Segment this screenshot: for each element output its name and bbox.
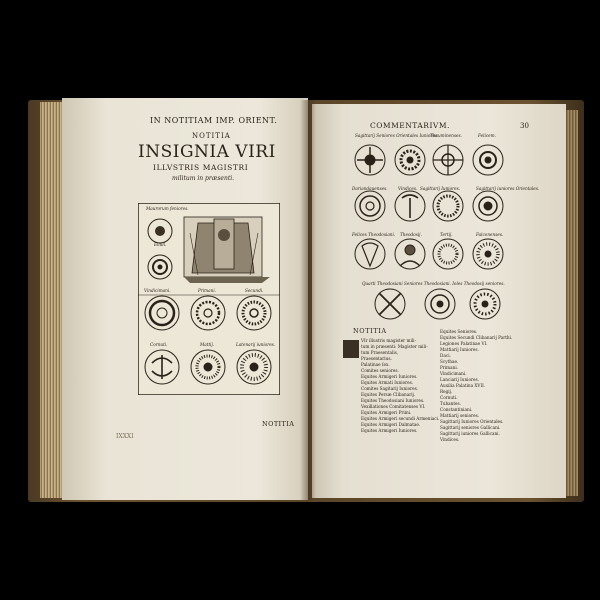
shield-label-r2-4: Sagittarij iuniores Orientales.	[476, 186, 540, 191]
left-subtitle-2: militum in præsenti.	[172, 175, 235, 182]
plate-label-row2-3: Secundi.	[245, 288, 264, 293]
text-line: Comites Sagitarij Iuniores.	[361, 386, 419, 391]
text-line: Equites Armigeri Primi.	[361, 410, 412, 415]
text-line: Vindicimani.	[440, 371, 467, 376]
left-title: INSIGNIA VIRI	[138, 142, 276, 162]
text-line: Primani.	[440, 365, 458, 370]
plate-label-row3-3: Latenarij iuniores.	[236, 342, 276, 347]
plate-label-row3-2: Mattij.	[200, 342, 215, 347]
text-line: Palatinae ſex.	[361, 362, 390, 367]
shield-label-r3-1: Felices Theodosiani.	[352, 232, 396, 237]
text-column-left	[361, 338, 439, 434]
shield-label-r1-2: Theuminenses.	[430, 133, 462, 138]
text-line: Comites seniores.	[361, 368, 399, 373]
plate-label-row3-1: Cornuti.	[150, 342, 168, 347]
shield-label-r4: Quarti Theodosiani Seniores Theodosiani. Ioles Theodosij seniores.	[362, 281, 505, 286]
text-line: Equites Armati Iuniores.	[361, 380, 414, 385]
left-running-head: IN NOTITIAM IMP. ORIENT.	[150, 116, 278, 125]
shield-label-r1-3: Felicem.	[478, 133, 496, 138]
text-line: Equites Armigeri Dalmatae.	[361, 422, 421, 427]
text-line: Vindices.	[440, 437, 460, 442]
text-line: tum in præsenti: Magister mili-	[361, 344, 428, 349]
text-column-right	[440, 329, 512, 443]
plate-label-top-left: Maurorum feniores.	[146, 206, 189, 211]
decorated-initial	[343, 340, 359, 358]
plate-label-row2-2: Primani.	[198, 288, 216, 293]
left-subtitle: ILLVSTRIS MAGISTRI	[153, 163, 249, 172]
shield-label-r1-1: Sagittarij Seniores Orientales Iuniores.	[355, 133, 439, 138]
shield-label-r2-3: Sagittarij Iuniores.	[420, 186, 461, 191]
text-line: Equites Armigeri Iuniores.	[361, 428, 418, 433]
text-line: Equites Armigeri Iuniores.	[361, 374, 418, 379]
text-line: Mattiarij seniores.	[440, 413, 480, 418]
text-line: Auxilia Palatina XVII.	[440, 383, 486, 388]
text-line: Tubantes.	[440, 401, 462, 406]
text-line: Daci.	[440, 353, 451, 358]
text-line: Sagittarij iuniores Gallicani.	[440, 431, 500, 436]
text-line: Vexillationes Comitatenses VI.	[361, 404, 426, 409]
text-line: Scythae.	[440, 359, 459, 364]
text-line: Equites Seniores.	[440, 329, 478, 334]
text-line: tum Praesentalis,	[361, 350, 399, 355]
text-line: Sagittarij Iuniores Orientales.	[440, 419, 504, 424]
left-heading: NOTITIA	[192, 132, 231, 140]
shield-label-r3-2: Theodosij.	[400, 232, 422, 237]
text-line: Sagittarij seniores Gallicani.	[440, 425, 501, 430]
text-line: Equites Secundi Clibanarij Parthi.	[440, 335, 513, 340]
gutter-shadow	[300, 100, 316, 500]
text-line: Equites Persæ Clibanarij.	[361, 392, 416, 397]
page-block-left-edge	[40, 102, 64, 498]
shield-label-r2-2: Vindices.	[398, 186, 418, 191]
text-line: Constantiniani.	[440, 407, 473, 412]
text-line: Cornuti.	[440, 395, 458, 400]
text-line: Equites Armigeri secundi Armeniaci.	[361, 416, 440, 421]
woodcut-plate	[138, 203, 280, 395]
page-block-right-edge	[564, 110, 578, 496]
right-section-heading: NOTITIA	[353, 327, 387, 335]
text-line: Lanciarij Iuniores.	[440, 377, 479, 382]
signature-mark: IXXXI	[116, 433, 134, 440]
text-line: Praesentarius.	[361, 356, 392, 361]
text-line: Regij.	[440, 389, 453, 394]
shield-label-r3-4: Falconenses.	[476, 232, 504, 237]
folio-number: 30	[520, 122, 529, 130]
plate-label-mid-left: Elluli.	[154, 242, 167, 247]
shield-emblems	[340, 132, 550, 322]
text-line: Legiones Palatinae VI.	[440, 341, 488, 346]
left-catchword: NOTITIA	[262, 420, 295, 428]
plate-label-row2-1: Vindicimani.	[144, 288, 171, 293]
shield-label-r2-1: Dariandauenses.	[352, 186, 388, 191]
text-line: VIr illustris magister mili-	[361, 338, 416, 343]
shield-label-r3-3: Tertij.	[440, 232, 453, 237]
right-running-head: COMMENTARIVM.	[370, 121, 450, 130]
text-line: Mattiarij Iuniores.	[440, 347, 479, 352]
text-line: Equites Theodosiani Iuniores.	[361, 398, 425, 403]
